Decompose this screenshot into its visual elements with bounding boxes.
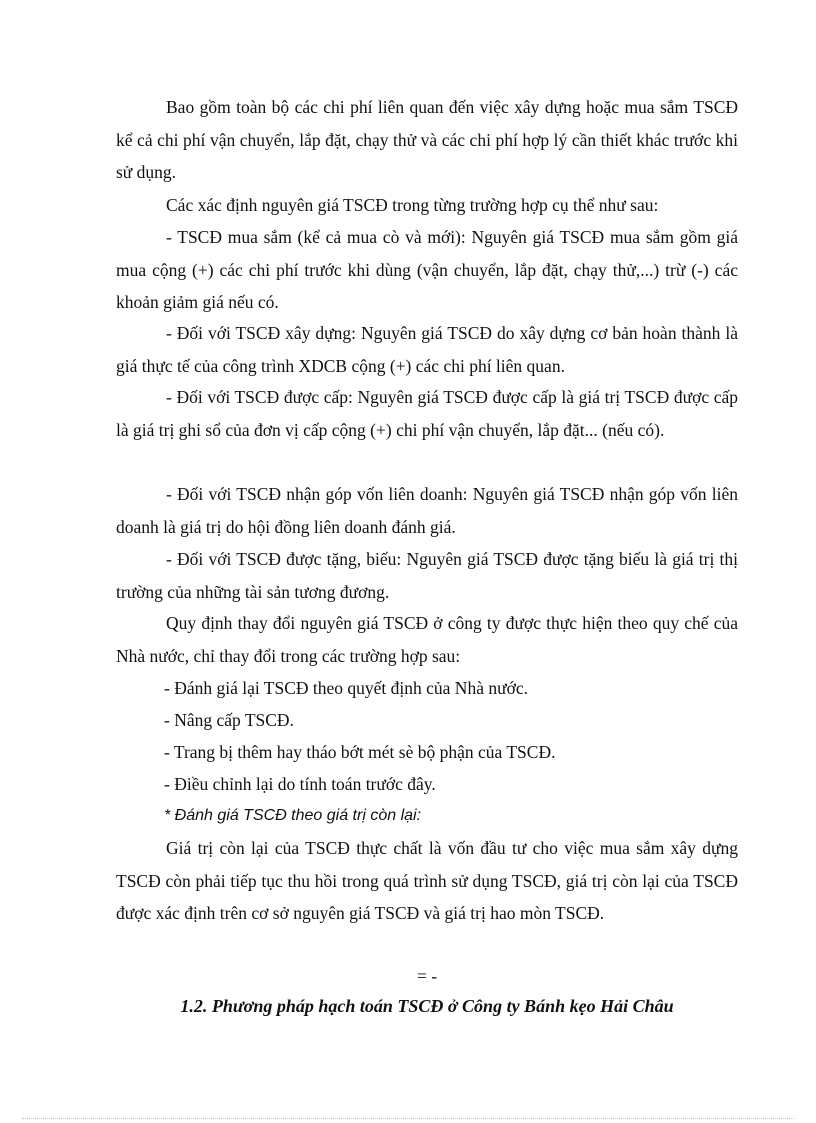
bullet-revaluation: - Đánh giá lại TSCĐ theo quyết định của Nhà nước.	[164, 678, 528, 698]
paragraph-cost-components: Bao gồm toàn bộ các chi phí liên quan đến việc xây dựng hoặc mua sắm TSCĐ kể cả chi phí vận chuyển, lắp đặt, chạy thử và các chi phí hợp lý cần thiết khác trước khi sử dụng.	[116, 97, 738, 183]
paragraph-granted-assets: - Đối với TSCĐ được cấp: Nguyên giá TSCĐ được cấp là giá trị TSCĐ được cấp là giá trị ghi sổ của đơn vị cấp cộng (+) chi phí vận chuyển, lắp đặt... (nếu có).	[116, 387, 738, 440]
separator-mark: = -	[416, 966, 438, 986]
paragraph-residual-value: Giá trị còn lại của TSCĐ thực chất là vốn đầu tư cho việc mua sắm xây dựng TSCĐ còn phải tiếp tục thu hồi trong quá trình sử dụng TSCĐ, giá trị còn lại của TSCĐ được xác định trên cơ sở nguyên giá TSCĐ và giá trị hao mòn TSCĐ.	[116, 838, 738, 924]
page-bottom-dotted-rule	[22, 1118, 794, 1119]
section-heading: 1.2. Phương pháp hạch toán TSCĐ ở Công ty Bánh kẹo Hải Châu	[180, 996, 674, 1016]
bullet-upgrade: - Nâng cấp TSCĐ.	[164, 710, 294, 730]
paragraph-change-regulation: Quy định thay đổi nguyên giá TSCĐ ở công ty được thực hiện theo quy chế của Nhà nước, chỉ thay đổi trong các trường hợp sau:	[116, 613, 738, 666]
paragraph-joint-venture-assets: - Đối với TSCĐ nhận góp vốn liên doanh: Nguyên giá TSCĐ nhận góp vốn liên doanh là giá trị do hội đồng liên doanh đánh giá.	[116, 484, 738, 537]
bullet-adjustment: - Điều chỉnh lại do tính toán trước đây.	[164, 774, 436, 794]
paragraph-donated-assets: - Đối với TSCĐ được tặng, biếu: Nguyên giá TSCĐ được tặng biếu là giá trị thị trường của những tài sản tương đương.	[116, 549, 738, 602]
bullet-add-remove-parts: - Trang bị thêm hay tháo bớt mét sè bộ phận của TSCĐ.	[164, 742, 556, 762]
subheading-residual-value: * Đánh giá TSCĐ theo giá trị còn lại:	[164, 807, 422, 824]
paragraph-purchased-assets: - TSCĐ mua sắm (kể cả mua cò và mới): Nguyên giá TSCĐ mua sắm gồm giá mua cộng (+) các chi phí trước khi dùng (vận chuyển, lắp đặt, chạy thử,...) trừ (-) các khoản giảm giá nếu có.	[116, 227, 738, 313]
paragraph-determination-intro: Các xác định nguyên giá TSCĐ trong từng trường hợp cụ thể như sau:	[166, 195, 659, 215]
paragraph-constructed-assets: - Đối với TSCĐ xây dựng: Nguyên giá TSCĐ do xây dựng cơ bản hoàn thành là giá thực tế của công trình XDCB cộng (+) các chi phí liên quan.	[116, 323, 738, 376]
